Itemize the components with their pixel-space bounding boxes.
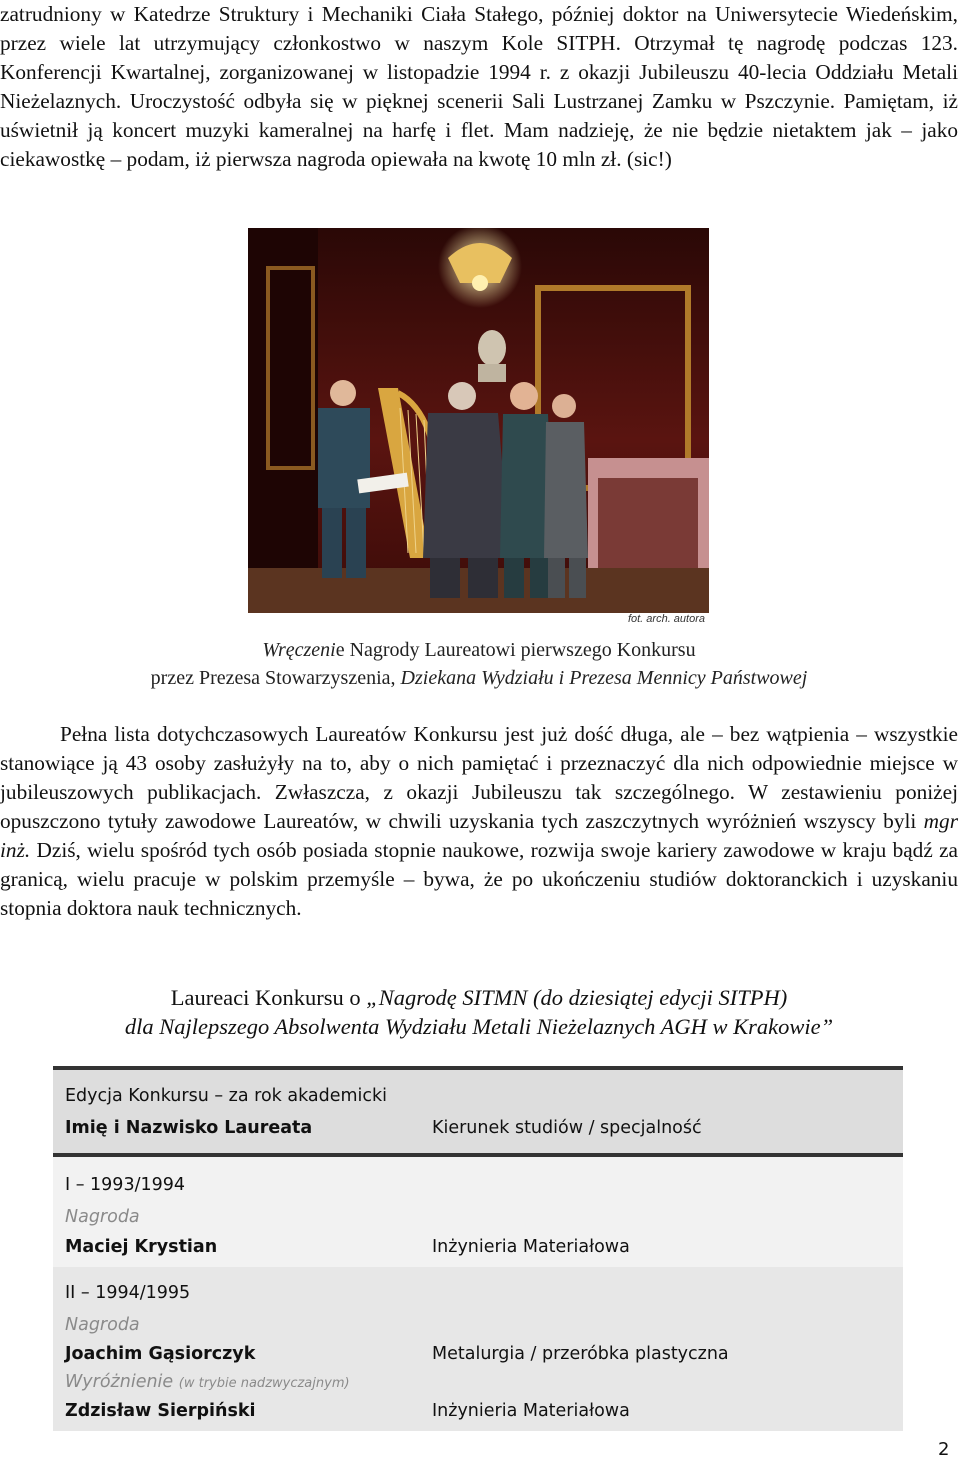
row-1-edition: I – 1993/1994 [65, 1175, 186, 1195]
row-2-distinction-field: Inżynieria Materiałowa [432, 1401, 630, 1421]
page-number: 2 [938, 1439, 950, 1460]
photo-caption-line-2 [0, 664, 958, 692]
row-1-name: Maciej Krystian [65, 1237, 218, 1257]
photo-credit: fot. arch. autora [627, 613, 705, 625]
table-row [53, 1267, 903, 1431]
paragraph-2-title: mgr inż. [0, 809, 958, 862]
award-ceremony-photo [248, 228, 709, 613]
table-header-row [53, 1066, 903, 1157]
header-edition: Edycja Konkursu – za rok akademicki [65, 1086, 388, 1106]
row-2-award: Nagroda [65, 1315, 140, 1335]
table-heading-line-2: dla Najlepszego Absolwenta Wydziału Metali Nieżelaznych AGH w Krakowie” [124, 1014, 834, 1039]
row-2-distinction-note: (w trybie nadzwyczajnym) [178, 1376, 350, 1391]
header-name: Imię i Nazwisko Laureata [65, 1118, 313, 1138]
row-2-name: Joachim Gąsiorczyk [65, 1344, 256, 1364]
photo-caption-line-1 [0, 636, 958, 664]
table-heading-line-1 [0, 983, 958, 1012]
heading-plain: Laureaci Konkursu o [170, 985, 367, 1010]
table-row [53, 1157, 903, 1267]
caption-italic-part: Wręczeni [262, 639, 336, 661]
caption-italic-part-2: Dziekana Wydziału i Prezesa Mennicy Państwowej [400, 667, 808, 689]
paragraph-2-after: Dziś, wielu spośród tych osób posiada stopnie naukowe, rozwija swoje kariery zawodowe w kraju bądź za granicą, wielu pracuje w polskim przemyśle – bywa, że po ukończeniu studiów doktoranckich i uzyskaniu stopnia doktora nauk technicznych. [0, 838, 958, 920]
caption-rest: e Nagrody Laureatowi pierwszego Konkursu [335, 639, 696, 661]
paragraph-2-before: Pełna lista dotychczasowych Laureatów Konkursu jest już dość długa, ale – bez wątpienia – wszystkie stanowiące ją 43 osoby zasłużyły na to, aby o nich pamiętać i przeznaczyć dla nich odpowiednie miejsce w jubileuszowych publikacjach. Zwłaszcza, z okazji Jubileuszu tak szczególnego. W zestawieniu poniżej opuszczono tytuły zawodowe Laureatów, w chwili uzyskania tych zaszczytnych wyróżnień wszyscy byli [0, 722, 958, 833]
row-2-distinction: Wyróżnienie [65, 1372, 174, 1392]
laureates-table [53, 1066, 903, 1431]
row-2-field: Metalurgia / przeróbka plastyczna [432, 1344, 729, 1364]
caption-plain-part: przez Prezesa Stowarzyszenia, [150, 667, 401, 689]
paragraph-laureates-list [0, 720, 958, 923]
row-2-distinction-line [65, 1370, 350, 1396]
heading-italic: „Nagrodę SITMN (do dziesiątej edycji SITPH) [366, 985, 788, 1010]
row-2-distinction-name: Zdzisław Sierpiński [65, 1401, 256, 1421]
row-1-field: Inżynieria Materiałowa [432, 1237, 630, 1257]
row-2-edition: II – 1994/1995 [65, 1283, 191, 1303]
paragraph-intro: zatrudniony w Katedrze Struktury i Mechaniki Ciała Stałego, później doktor na Uniwersytecie Wiedeńskim, przez wiele lat utrzymujący członkostwo w naszym Kole SITPH. Otrzymał tę nagrodę podczas 123. Konferencji Kwartalnej, zorganizowanej w listopadzie 1994 r. z okazji Jubileuszu 40-lecia Oddziału Metali Nieżelaznych. Uroczystość odbyła się w pięknej scenerii Sali Lustrzanej Zamku w Pszczynie. Pamiętam, iż uświetnił ją koncert muzyki kameralnej na harfę i flet. Mam nadzieję, że nie będzie nietaktem jak – jako ciekawostkę – podam, iż pierwsza nagroda opiewała na kwotę 10 mln zł. (sic!) [0, 2, 958, 171]
row-1-award: Nagroda [65, 1207, 140, 1227]
header-field: Kierunek studiów / specjalność [432, 1118, 702, 1138]
